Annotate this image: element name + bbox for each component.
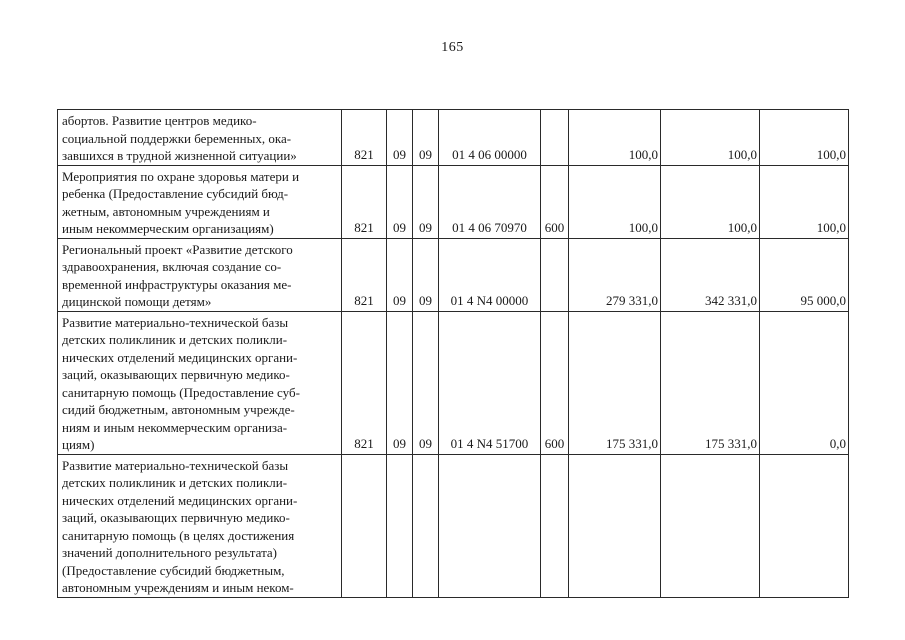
ministry-code: 821 xyxy=(342,110,387,166)
expense-type-code xyxy=(541,238,569,311)
amount-year-3 xyxy=(760,454,849,597)
target-article-code: 01 4 06 70970 xyxy=(439,165,541,238)
section-code: 09 xyxy=(387,238,413,311)
expense-type-code xyxy=(541,454,569,597)
subsection-code: 09 xyxy=(413,110,439,166)
section-code: 09 xyxy=(387,165,413,238)
section-code: 09 xyxy=(387,110,413,166)
amount-year-2: 100,0 xyxy=(661,165,760,238)
amount-year-3: 100,0 xyxy=(760,165,849,238)
amount-year-3: 95 000,0 xyxy=(760,238,849,311)
table-row xyxy=(58,454,849,597)
ministry-code: 821 xyxy=(342,165,387,238)
amount-year-2: 342 331,0 xyxy=(661,238,760,311)
amount-year-2: 175 331,0 xyxy=(661,311,760,454)
expense-type-code xyxy=(541,110,569,166)
amount-year-1: 279 331,0 xyxy=(569,238,661,311)
target-article-code: 01 4 N4 00000 xyxy=(439,238,541,311)
amount-year-2 xyxy=(661,454,760,597)
expense-type-code: 600 xyxy=(541,165,569,238)
expense-type-code: 600 xyxy=(541,311,569,454)
section-code: 09 xyxy=(387,311,413,454)
subsection-code: 09 xyxy=(413,165,439,238)
table-row xyxy=(58,110,849,166)
ministry-code: 821 xyxy=(342,238,387,311)
subsection-code xyxy=(413,454,439,597)
page-number: 165 xyxy=(441,40,464,55)
subsection-code: 09 xyxy=(413,238,439,311)
row-name: Развитие материально-технической базы детских поликлиник и детских поликли- нических отделений медицинских органи- заций, оказывающих первичную медико- санитарную помощь (в целях достижения значений дополнительного результата) (Предоставление субсидий бюджетным, автономным учреждениям и иным неком- xyxy=(58,454,342,597)
row-name: Региональный проект «Развитие детского здравоохранения, включая создание со- временной инфраструктуры оказания ме- дицинской помощи детям» xyxy=(58,238,342,311)
target-article-code xyxy=(439,454,541,597)
table-row xyxy=(58,165,849,238)
amount-year-1: 100,0 xyxy=(569,110,661,166)
subsection-code: 09 xyxy=(413,311,439,454)
ministry-code xyxy=(342,454,387,597)
budget-table xyxy=(57,109,849,598)
table-row xyxy=(58,238,849,311)
amount-year-1 xyxy=(569,454,661,597)
amount-year-2: 100,0 xyxy=(661,110,760,166)
target-article-code: 01 4 N4 51700 xyxy=(439,311,541,454)
row-name: абортов. Развитие центров медико- социальной поддержки беременных, ока- завшихся в трудной жизненной ситуации» xyxy=(58,110,342,166)
section-code xyxy=(387,454,413,597)
row-name: Мероприятия по охране здоровья матери и ребенка (Предоставление субсидий бюд- жетным, автономным учреждениям и иным некоммерческим организациям) xyxy=(58,165,342,238)
row-name: Развитие материально-технической базы детских поликлиник и детских поликли- нических отделений медицинских органи- заций, оказывающих первичную медико- санитарную помощь (Предоставление суб- сидий бюджетным, автономным учрежде- ниям и иным некоммерческим организа- циям) xyxy=(58,311,342,454)
target-article-code: 01 4 06 00000 xyxy=(439,110,541,166)
amount-year-3: 0,0 xyxy=(760,311,849,454)
amount-year-3: 100,0 xyxy=(760,110,849,166)
amount-year-1: 100,0 xyxy=(569,165,661,238)
amount-year-1: 175 331,0 xyxy=(569,311,661,454)
table-row xyxy=(58,311,849,454)
ministry-code: 821 xyxy=(342,311,387,454)
